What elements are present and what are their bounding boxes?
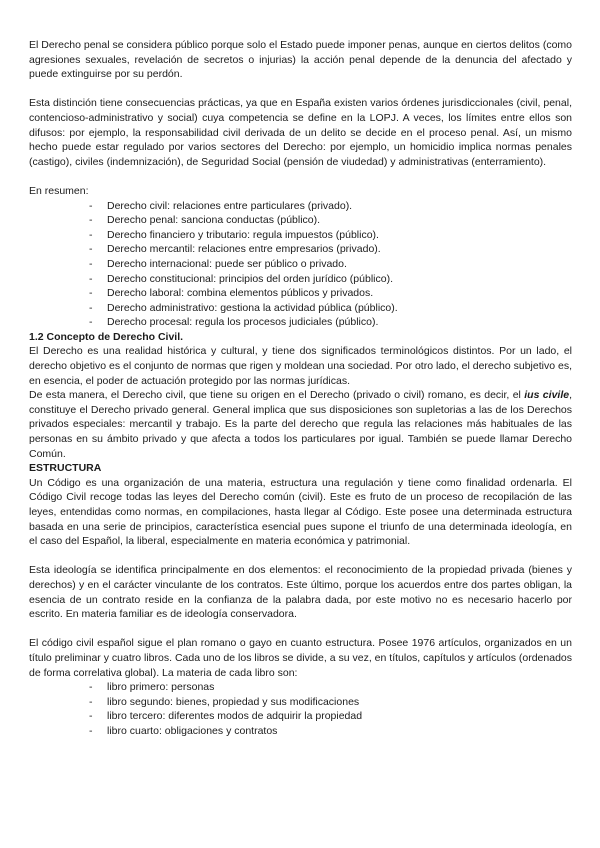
- summary-intro: En resumen:: [29, 184, 89, 197]
- paragraph-derecho-civil: [29, 388, 572, 461]
- section-heading-structure: ESTRUCTURA: [29, 462, 102, 475]
- book-item: - libro segundo: bienes, propiedad y sus modificaciones: [29, 695, 572, 710]
- paragraph-penal-public: El Derecho penal se considera público porque solo el Estado puede imponer penas, aunque en ciertos delitos (como agresiones sexuales, revelación de secretos o injurias) la acción penal depende de la denuncia del afectado y puede extinguirse por su perdón.: [29, 39, 572, 81]
- paragraph-ideologia: Esta ideología se identifica principalmente en dos elementos: el reconocimiento de la propiedad privada (bienes y derechos) y en el carácter vinculante de los contratos. Este último, porque los acuerdos entre dos partes obligan, la esencia de un contrato reside en la confianza de la palabra dada, por este motivo no es necesario hacerlo por escrito. En materia familiar es de ideología conservadora.: [29, 564, 572, 621]
- book-item: - libro cuarto: obligaciones y contratos: [29, 724, 572, 739]
- summary-item: - Derecho mercantil: relaciones entre empresarios (privado).: [29, 242, 572, 257]
- paragraph-derecho-definition: El Derecho es una realidad histórica y cultural, y tiene dos significados terminológicos distintos. Por un lado, el derecho objetivo es el conjunto de normas que rigen y moldean una sociedad. Por otro lado, el derecho subjetivo es, en esencia, el poder de actuación protegido por las normas jurídicas.: [29, 345, 572, 387]
- section-heading-civil: 1.2 Concepto de Derecho Civil.: [29, 330, 184, 343]
- paragraph-codigo-civil: El código civil español sigue el plan romano o gayo en cuanto estructura. Posee 1976 artículos, organizados en un título preliminar y cuatro libros. Cada uno de los libros se divide, a su vez, en títulos, capítulos y artículos (ordenados de forma correlativa global). La materia de cada libro son:: [29, 637, 572, 679]
- paragraph-jurisdictions: Esta distinción tiene consecuencias prácticas, ya que en España existen varios órdenes jurisdiccionales (civil, penal, contencioso-administrativo y social) cuya competencia se define en la LOPJ. A veces, los límites entre ellos son difusos: por ejemplo, la responsabilidad civil derivada de un delito se decide en el proceso penal. Así, un mismo hecho puede estar regulado por varios sectores del Derecho: por ejemplo, un homicidio implica normas penales (castigo), civiles (indemnización), de Seguridad Social (pensión de viudedad) y administrativas (enterramiento).: [29, 97, 572, 168]
- summary-item: - Derecho constitucional: principios del orden jurídico (público).: [29, 272, 572, 287]
- summary-item: - Derecho laboral: combina elementos públicos y privados.: [29, 286, 572, 301]
- books-list: [29, 680, 572, 738]
- summary-item: - Derecho civil: relaciones entre particulares (privado).: [29, 199, 572, 214]
- text-run: , constituye el Derecho privado general. General implica que sus disposiciones son supletorias a las de los Derechos privados especiales: mercantil y trabajo. Es la parte del derecho que regula las relaciones más habituales de las personas en su ámbito privado y que afecta a todos los particulares por igual. También se puede llamar Derecho Común.: [29, 389, 573, 460]
- book-item: - libro tercero: diferentes modos de adquirir la propiedad: [29, 709, 572, 724]
- summary-item: - Derecho internacional: puede ser público o privado.: [29, 257, 572, 272]
- summary-item: - Derecho penal: sanciona conductas (público).: [29, 213, 572, 228]
- summary-list: [29, 199, 572, 330]
- paragraph-codigo: Un Código es una organización de una materia, estructura una regulación y tiene como finalidad ordenarla. El Código Civil recoge todas las leyes del Derecho común (civil). Este es fruto de un proceso de recopilación de las leyes, entendidas como normas, en compilaciones, hasta llegar al Código. Este posee una determinada estructura basada en una serie de principios, característica esencial pues supone el triunfo de una determinada ideología, en el caso del Español, la liberal, especialmente en materia económica y patrimonial.: [29, 476, 572, 548]
- latin-term: ius civile: [524, 389, 570, 402]
- book-item: - libro primero: personas: [29, 680, 572, 695]
- summary-item: - Derecho administrativo: gestiona la actividad pública (público).: [29, 301, 572, 316]
- text-run: De esta manera, el Derecho civil, que tiene su origen en el Derecho (privado o civil) romano, es decir, el: [29, 389, 525, 402]
- summary-item: - Derecho financiero y tributario: regula impuestos (público).: [29, 228, 572, 243]
- summary-item: - Derecho procesal: regula los procesos judiciales (público).: [29, 315, 572, 330]
- document-page: [29, 38, 572, 739]
